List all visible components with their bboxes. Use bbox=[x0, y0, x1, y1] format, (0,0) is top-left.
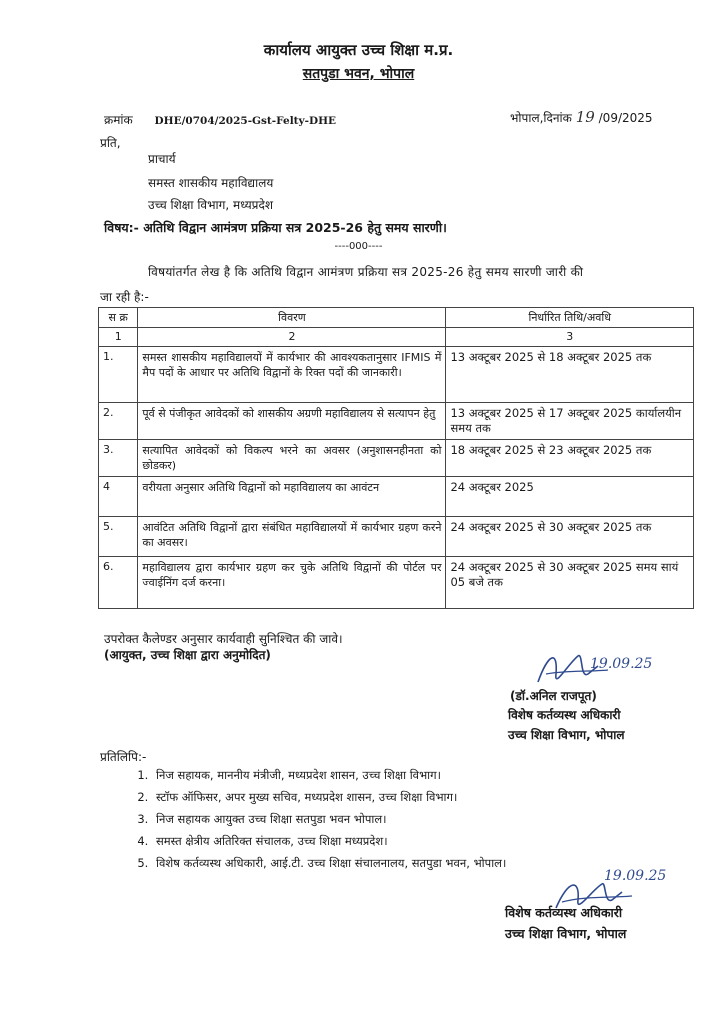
recipient-line: उच्च शिक्षा विभाग, मध्यप्रदेश bbox=[148, 198, 274, 212]
reference-code: DHE/0704/2025-Gst-Felty-DHE bbox=[154, 115, 337, 127]
row-serial: 2. bbox=[99, 403, 138, 440]
office-title: कार्यालय आयुक्त उच्च शिक्षा म.प्र. bbox=[263, 41, 454, 59]
row-period: 18 अक्टूबर 2025 से 23 अक्टूबर 2025 तक bbox=[446, 440, 694, 477]
list-item: 4. समस्त क्षेत्रीय अतिरिक्त संचालक, उच्च शिक्षा मध्यप्रदेश। bbox=[152, 834, 506, 856]
date-day-handwritten: 19 bbox=[575, 108, 595, 126]
row-serial: 5. bbox=[99, 517, 138, 557]
copy-label: प्रतिलिपि:- bbox=[100, 750, 147, 764]
copy-list bbox=[128, 768, 506, 878]
row-serial: 6. bbox=[99, 557, 138, 609]
row-description: सत्यापित आवेदकों को विकल्प भरने का अवसर (अनुशासनहीनता को छोडकर) bbox=[138, 440, 446, 477]
row-description: महाविद्यालय द्वारा कार्यभार ग्रहण कर चुके अतिथि विद्वानों की पोर्टल पर ज्वाईनिंग दर्ज करना। bbox=[138, 557, 446, 609]
row-serial: 3. bbox=[99, 440, 138, 477]
row-period: 24 अक्टूबर 2025 से 30 अक्टूबर 2025 तक bbox=[446, 517, 694, 557]
separator: ----000---- bbox=[334, 241, 383, 252]
reference-number bbox=[104, 111, 336, 128]
row-description: पूर्व से पंजीकृत आवेदकों को शासकीय अग्रणी महाविद्यालय से सत्यापन हेतु bbox=[138, 403, 446, 440]
table-header-row bbox=[99, 308, 694, 328]
table-row bbox=[99, 440, 694, 477]
row-description: वरीयता अनुसार अतिथि विद्वानों को महाविद्यालय का आवंटन bbox=[138, 477, 446, 517]
table-row bbox=[99, 557, 694, 609]
row-period: 24 अक्टूबर 2025 से 30 अक्टूबर 2025 समय सायं 05 बजे तक bbox=[446, 557, 694, 609]
recipient-line: प्राचार्य bbox=[148, 152, 176, 166]
row-description: आवंटित अतिथि विद्वानों द्वारा संबंधित महाविद्यालयों में कार्यभार ग्रहण करने का अवसर। bbox=[138, 517, 446, 557]
closing-instruction: उपरोक्त कैलेण्डर अनुसार कार्यवाही सुनिश्चित की जावे। bbox=[104, 632, 343, 646]
header-description: विवरण bbox=[138, 308, 446, 328]
reference-label: क्रमांक bbox=[104, 113, 133, 127]
subject-line: विषय:- अतिथि विद्वान आमंत्रण प्रक्रिया सत्र 2025-26 हेतु समय सारणी। bbox=[104, 220, 447, 235]
row-description: समस्त शासकीय महाविद्यालयों में कार्यभार की आवश्यकतानुसार IFMIS में मैप पदों के आधार पर अतिथि विद्वानों के रिक्त पदों की जानकारी। bbox=[138, 347, 446, 403]
table-row bbox=[99, 403, 694, 440]
recipient-line: समस्त शासकीय महाविद्यालय bbox=[148, 176, 274, 190]
signatory-name: (डॉ.अनिल राजपूत) bbox=[510, 689, 597, 703]
schedule-table bbox=[98, 307, 694, 609]
row-serial: 4 bbox=[99, 477, 138, 517]
signatory-designation: विशेष कर्तव्यस्थ अधिकारी bbox=[508, 708, 621, 722]
header-serial: स क्र bbox=[99, 308, 138, 328]
signatory-department: उच्च शिक्षा विभाग, भोपाल bbox=[505, 926, 627, 941]
table-row bbox=[99, 517, 694, 557]
approval-note: (आयुक्त, उच्च शिक्षा द्वारा अनुमोदित) bbox=[104, 648, 271, 662]
table-row bbox=[99, 477, 694, 517]
index-cell: 2 bbox=[138, 328, 446, 347]
signatory-designation: विशेष कर्तव्यस्थ अधिकारी bbox=[505, 905, 623, 920]
signature-1-date: 19.09.25 bbox=[590, 656, 653, 672]
table-index-row bbox=[99, 328, 694, 347]
row-period: 13 अक्टूबर 2025 से 18 अक्टूबर 2025 तक bbox=[446, 347, 694, 403]
signature-2-date: 19.09.25 bbox=[604, 868, 667, 884]
index-cell: 1 bbox=[99, 328, 138, 347]
row-serial: 1. bbox=[99, 347, 138, 403]
body-text-line: जा रही है:- bbox=[100, 290, 149, 304]
signatory-department: उच्च शिक्षा विभाग, भोपाल bbox=[508, 728, 625, 742]
row-period: 24 अक्टूबर 2025 bbox=[446, 477, 694, 517]
body-text-line: विषयांतर्गत लेख है कि अतिथि विद्वान आमंत्रण प्रक्रिया सत्र 2025-26 हेतु समय सारणी जारी की bbox=[148, 265, 584, 279]
letter-date bbox=[510, 108, 653, 126]
list-item: 5. विशेष कर्तव्यस्थ अधिकारी, आई.टी. उच्च शिक्षा संचालनालय, सतपुडा भवन, भोपाल। bbox=[152, 856, 506, 878]
list-item: 1. निज सहायक, माननीय मंत्रीजी, मध्यप्रदेश शासन, उच्च शिक्षा विभाग। bbox=[152, 768, 506, 790]
list-item: 2. स्टॉफ ऑफिसर, अपर मुख्य सचिव, मध्यप्रदेश शासन, उच्च शिक्षा विभाग। bbox=[152, 790, 506, 812]
header-period: निर्धारित तिथि/अवधि bbox=[446, 308, 694, 328]
date-prefix: भोपाल,दिनांक bbox=[510, 111, 572, 125]
index-cell: 3 bbox=[446, 328, 694, 347]
table-row bbox=[99, 347, 694, 403]
prati-label: प्रति, bbox=[100, 136, 121, 150]
list-item: 3. निज सहायक आयुक्त उच्च शिक्षा सतपुडा भवन भोपाल। bbox=[152, 812, 506, 834]
date-rest: /09/2025 bbox=[598, 111, 653, 125]
office-location: सतपुडा भवन, भोपाल bbox=[302, 66, 415, 82]
row-period: 13 अक्टूबर 2025 से 17 अक्टूबर 2025 कार्यालयीन समय तक bbox=[446, 403, 694, 440]
